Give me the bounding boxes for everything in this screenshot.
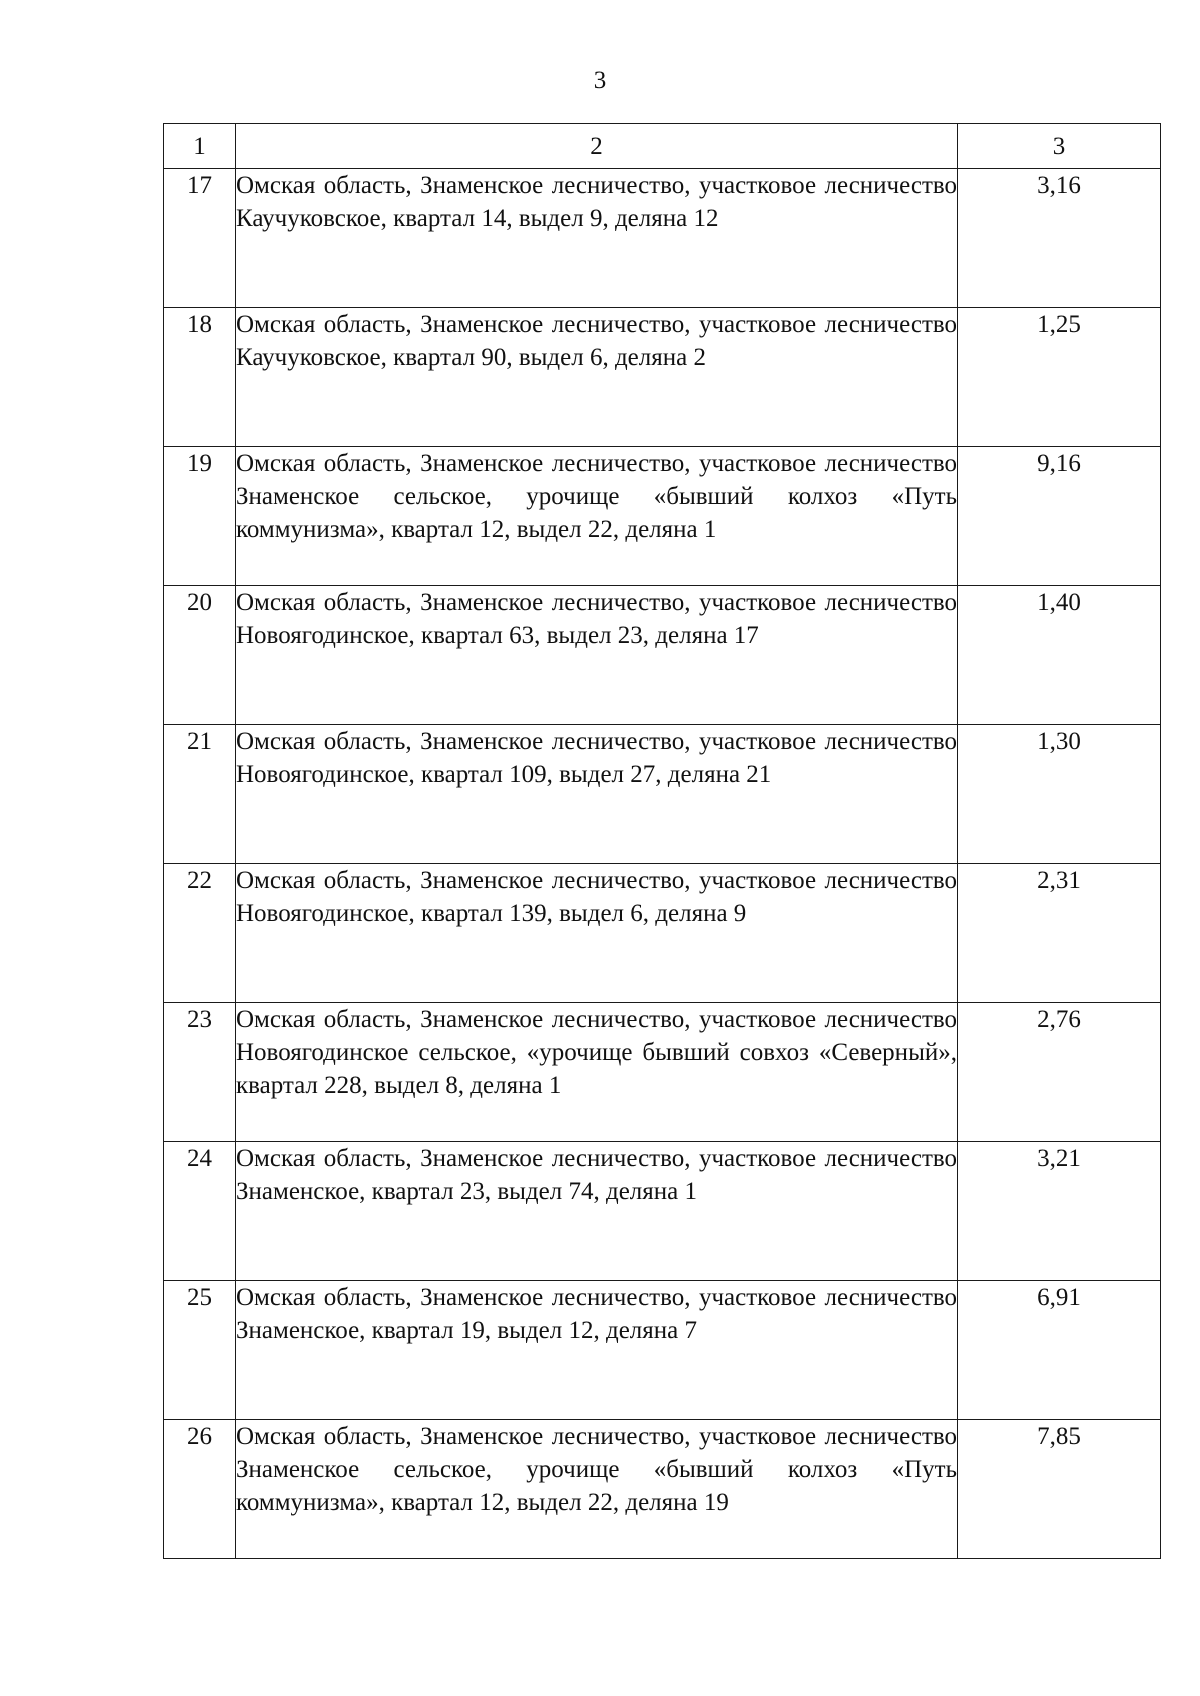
row-area: 9,16 <box>958 447 1161 586</box>
row-number: 23 <box>164 1003 236 1142</box>
table-row <box>164 864 1161 1003</box>
table-header-row <box>164 124 1161 169</box>
table-row <box>164 1420 1161 1559</box>
row-area: 3,21 <box>958 1142 1161 1281</box>
row-area: 2,31 <box>958 864 1161 1003</box>
row-description: Омская область, Знаменское лесничество, участковое лесничество Знаменское, квартал 19, выдел 12, деляна 7 <box>236 1281 958 1420</box>
table-row <box>164 308 1161 447</box>
table-row <box>164 169 1161 308</box>
table-row <box>164 1281 1161 1420</box>
row-number: 19 <box>164 447 236 586</box>
row-description: Омская область, Знаменское лесничество, участковое лесничество Знаменское сельское, урочище «бывший колхоз «Путь коммунизма», квартал 12, выдел 22, деляна 19 <box>236 1420 958 1559</box>
row-area: 1,40 <box>958 586 1161 725</box>
row-description: Омская область, Знаменское лесничество, участковое лесничество Каучуковское, квартал 90, выдел 6, деляна 2 <box>236 308 958 447</box>
column-header-description: 2 <box>236 124 958 169</box>
table-row <box>164 586 1161 725</box>
row-number: 20 <box>164 586 236 725</box>
column-header-area: 3 <box>958 124 1161 169</box>
row-description: Омская область, Знаменское лесничество, участковое лесничество Новоягодинское, квартал 139, выдел 6, деляна 9 <box>236 864 958 1003</box>
row-number: 26 <box>164 1420 236 1559</box>
table-row <box>164 725 1161 864</box>
row-area: 3,16 <box>958 169 1161 308</box>
page-number: 3 <box>593 67 607 94</box>
row-description: Омская область, Знаменское лесничество, участковое лесничество Новоягодинское, квартал 109, выдел 27, деляна 21 <box>236 725 958 864</box>
row-number: 21 <box>164 725 236 864</box>
row-description: Омская область, Знаменское лесничество, участковое лесничество Знаменское сельское, урочище «бывший колхоз «Путь коммунизма», квартал 12, выдел 22, деляна 1 <box>236 447 958 586</box>
table-row <box>164 447 1161 586</box>
row-number: 18 <box>164 308 236 447</box>
row-number: 22 <box>164 864 236 1003</box>
table-row <box>164 1003 1161 1142</box>
row-description: Омская область, Знаменское лесничество, участковое лесничество Каучуковское, квартал 14, выдел 9, деляна 12 <box>236 169 958 308</box>
row-area: 1,30 <box>958 725 1161 864</box>
land-plots-table <box>163 123 1161 1559</box>
row-area: 1,25 <box>958 308 1161 447</box>
table-row <box>164 1142 1161 1281</box>
row-description: Омская область, Знаменское лесничество, участковое лесничество Знаменское, квартал 23, выдел 74, деляна 1 <box>236 1142 958 1281</box>
row-description: Омская область, Знаменское лесничество, участковое лесничество Новоягодинское, квартал 63, выдел 23, деляна 17 <box>236 586 958 725</box>
row-area: 7,85 <box>958 1420 1161 1559</box>
row-area: 6,91 <box>958 1281 1161 1420</box>
row-number: 17 <box>164 169 236 308</box>
row-number: 24 <box>164 1142 236 1281</box>
row-description: Омская область, Знаменское лесничество, участковое лесничество Новоягодинское сельское, «урочище бывший совхоз «Северный», квартал 228, выдел 8, деляна 1 <box>236 1003 958 1142</box>
column-header-number: 1 <box>164 124 236 169</box>
row-area: 2,76 <box>958 1003 1161 1142</box>
row-number: 25 <box>164 1281 236 1420</box>
